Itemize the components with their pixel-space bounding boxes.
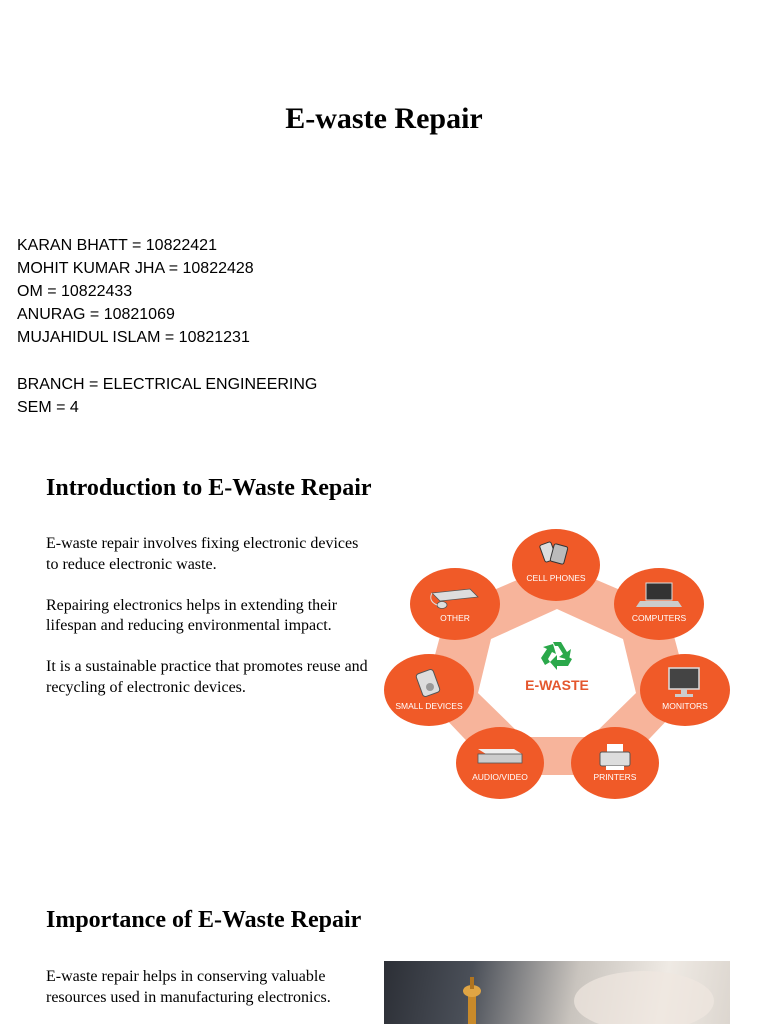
node-label: COMPUTERS [631, 613, 687, 623]
node-label: CELL PHONES [526, 573, 586, 583]
center-label: E-WASTE [525, 677, 589, 693]
course-info [17, 373, 317, 419]
node-computers [614, 568, 704, 640]
node-audio-video [456, 727, 544, 799]
node-small-devices [384, 654, 474, 726]
node-label: PRINTERS [593, 772, 637, 782]
node-printers [571, 727, 659, 799]
e-waste-diagram [380, 523, 735, 803]
node-monitors [640, 654, 730, 726]
team-members-list [17, 234, 254, 349]
node-label: MONITORS [662, 701, 708, 711]
member-line: ANURAG = 10821069 [17, 306, 175, 323]
node-cell-phones [512, 529, 600, 601]
member-line: KARAN BHATT = 10822421 [17, 237, 217, 254]
member-line: MUJAHIDUL ISLAM = 10821231 [17, 329, 250, 346]
branch-line: BRANCH = ELECTRICAL ENGINEERING [17, 376, 318, 393]
page-title: E-waste Repair [285, 102, 483, 135]
dvd-player-icon [478, 749, 522, 763]
screwdriver-icon [384, 961, 730, 1024]
intro-paragraph: Repairing electronics helps in extending their lifespan and reducing environmental impact. [46, 596, 338, 634]
node-label: OTHER [440, 613, 470, 623]
importance-heading: Importance of E-Waste Repair [46, 907, 362, 933]
member-line: MOHIT KUMAR JHA = 10822428 [17, 260, 254, 277]
member-line: OM = 10822433 [17, 283, 133, 300]
importance-paragraph: E-waste repair helps in conserving valuable resources used in manufacturing electronics. [46, 968, 331, 1006]
intro-paragraphs [46, 534, 371, 719]
intro-paragraph: It is a sustainable practice that promotes reuse and recycling of electronic devices. [46, 658, 368, 696]
node-other [410, 568, 500, 640]
intro-paragraph: E-waste repair involves fixing electronic devices to reduce electronic waste. [46, 535, 359, 573]
semester-line: SEM = 4 [17, 399, 79, 416]
node-label: AUDIO/VIDEO [472, 772, 528, 782]
intro-heading: Introduction to E-Waste Repair [46, 475, 372, 501]
node-label: SMALL DEVICES [395, 701, 463, 711]
repair-photo [384, 961, 730, 1024]
